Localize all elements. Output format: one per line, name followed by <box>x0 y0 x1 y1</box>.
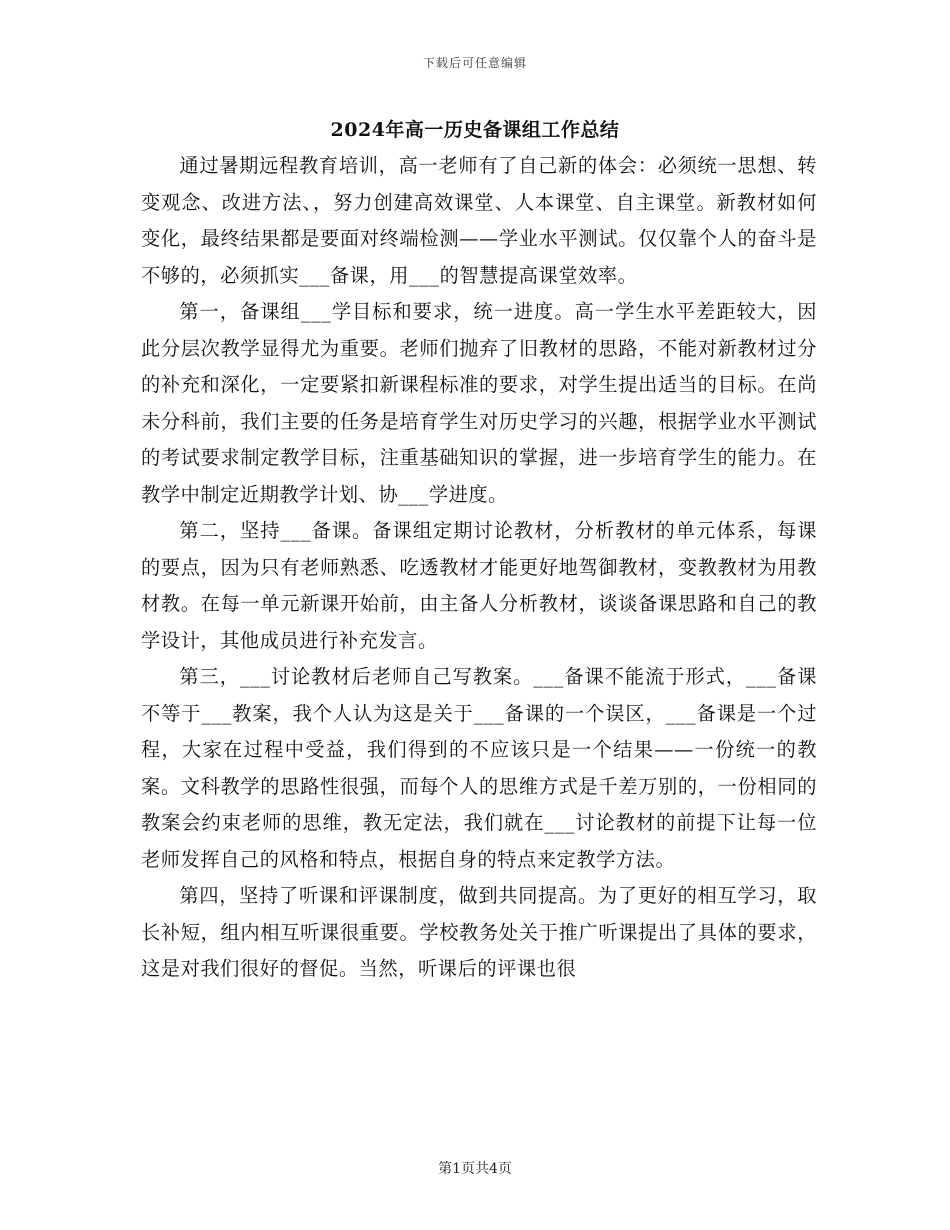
download-edit-note: 下载后可任意编辑 <box>422 56 527 70</box>
paragraph-first: 第一，备课组___学目标和要求，统一进度。高一学生水平差距较大，因此分层次教学显得尤为重要。老师们抛弃了旧教材的思路，不能对新教材过分的补充和深化，一定要紧扣新课程标准的要求，对学生提出适当的目标。在尚未分科前，我们主要的任务是培育学生对历史学习的兴趣，根据学业水平测试的考试要求制定教学目标，注重基础知识的掌握，进一步培育学生的能力。在教学中制定近期教学计划、协___学进度。 <box>141 300 817 506</box>
document-body <box>141 148 817 988</box>
paragraph-second: 第二，坚持___备课。备课组定期讨论教材，分析教材的单元体系，每课的要点，因为只有老师熟悉、吃透教材才能更好地驾御教材，变教教材为用教材教。在每一单元新课开始前，由主备人分析教材，谈谈备课思路和自己的教学设计，其他成员进行补充发言。 <box>141 519 817 652</box>
page-indicator: 第1页共4页 <box>438 1161 512 1177</box>
paragraph-fourth: 第四，坚持了听课和评课制度，做到共同提高。为了更好的相互学习，取长补短，组内相互听课很重要。学校教务处关于推广听课提出了具体的要求，这是对我们很好的督促。当然，听课后的评课也很 <box>141 884 817 980</box>
paragraph-intro: 通过暑期远程教育培训，高一老师有了自己新的体会：必须统一思想、转变观念、改进方法、，努力创建高效课堂、人本课堂、自主课堂。新教材如何变化，最终结果都是要面对终端检测——学业水平测试。仅仅靠个人的奋斗是不够的，必须抓实___备课，用___的智慧提高课堂效率。 <box>141 154 817 287</box>
paragraph-third: 第三，___讨论教材后老师自己写教案。___备课不能流于形式，___备课不等于___教案，我个人认为这是关于___备课的一个误区，___备课是一个过程，大家在过程中受益，我们得到的不应该只是一个结果——一份统一的教案。文科教学的思路性很强，而每个人的思维方式是千差万别的，一份相同的教案会约束老师的思维，教无定法，我们就在___讨论教材的前提下让每一位老师发挥自己的风格和特点，根据自身的特点来定教学方法。 <box>141 665 817 871</box>
document-title: 2024年高一历史备课组工作总结 <box>330 119 620 141</box>
